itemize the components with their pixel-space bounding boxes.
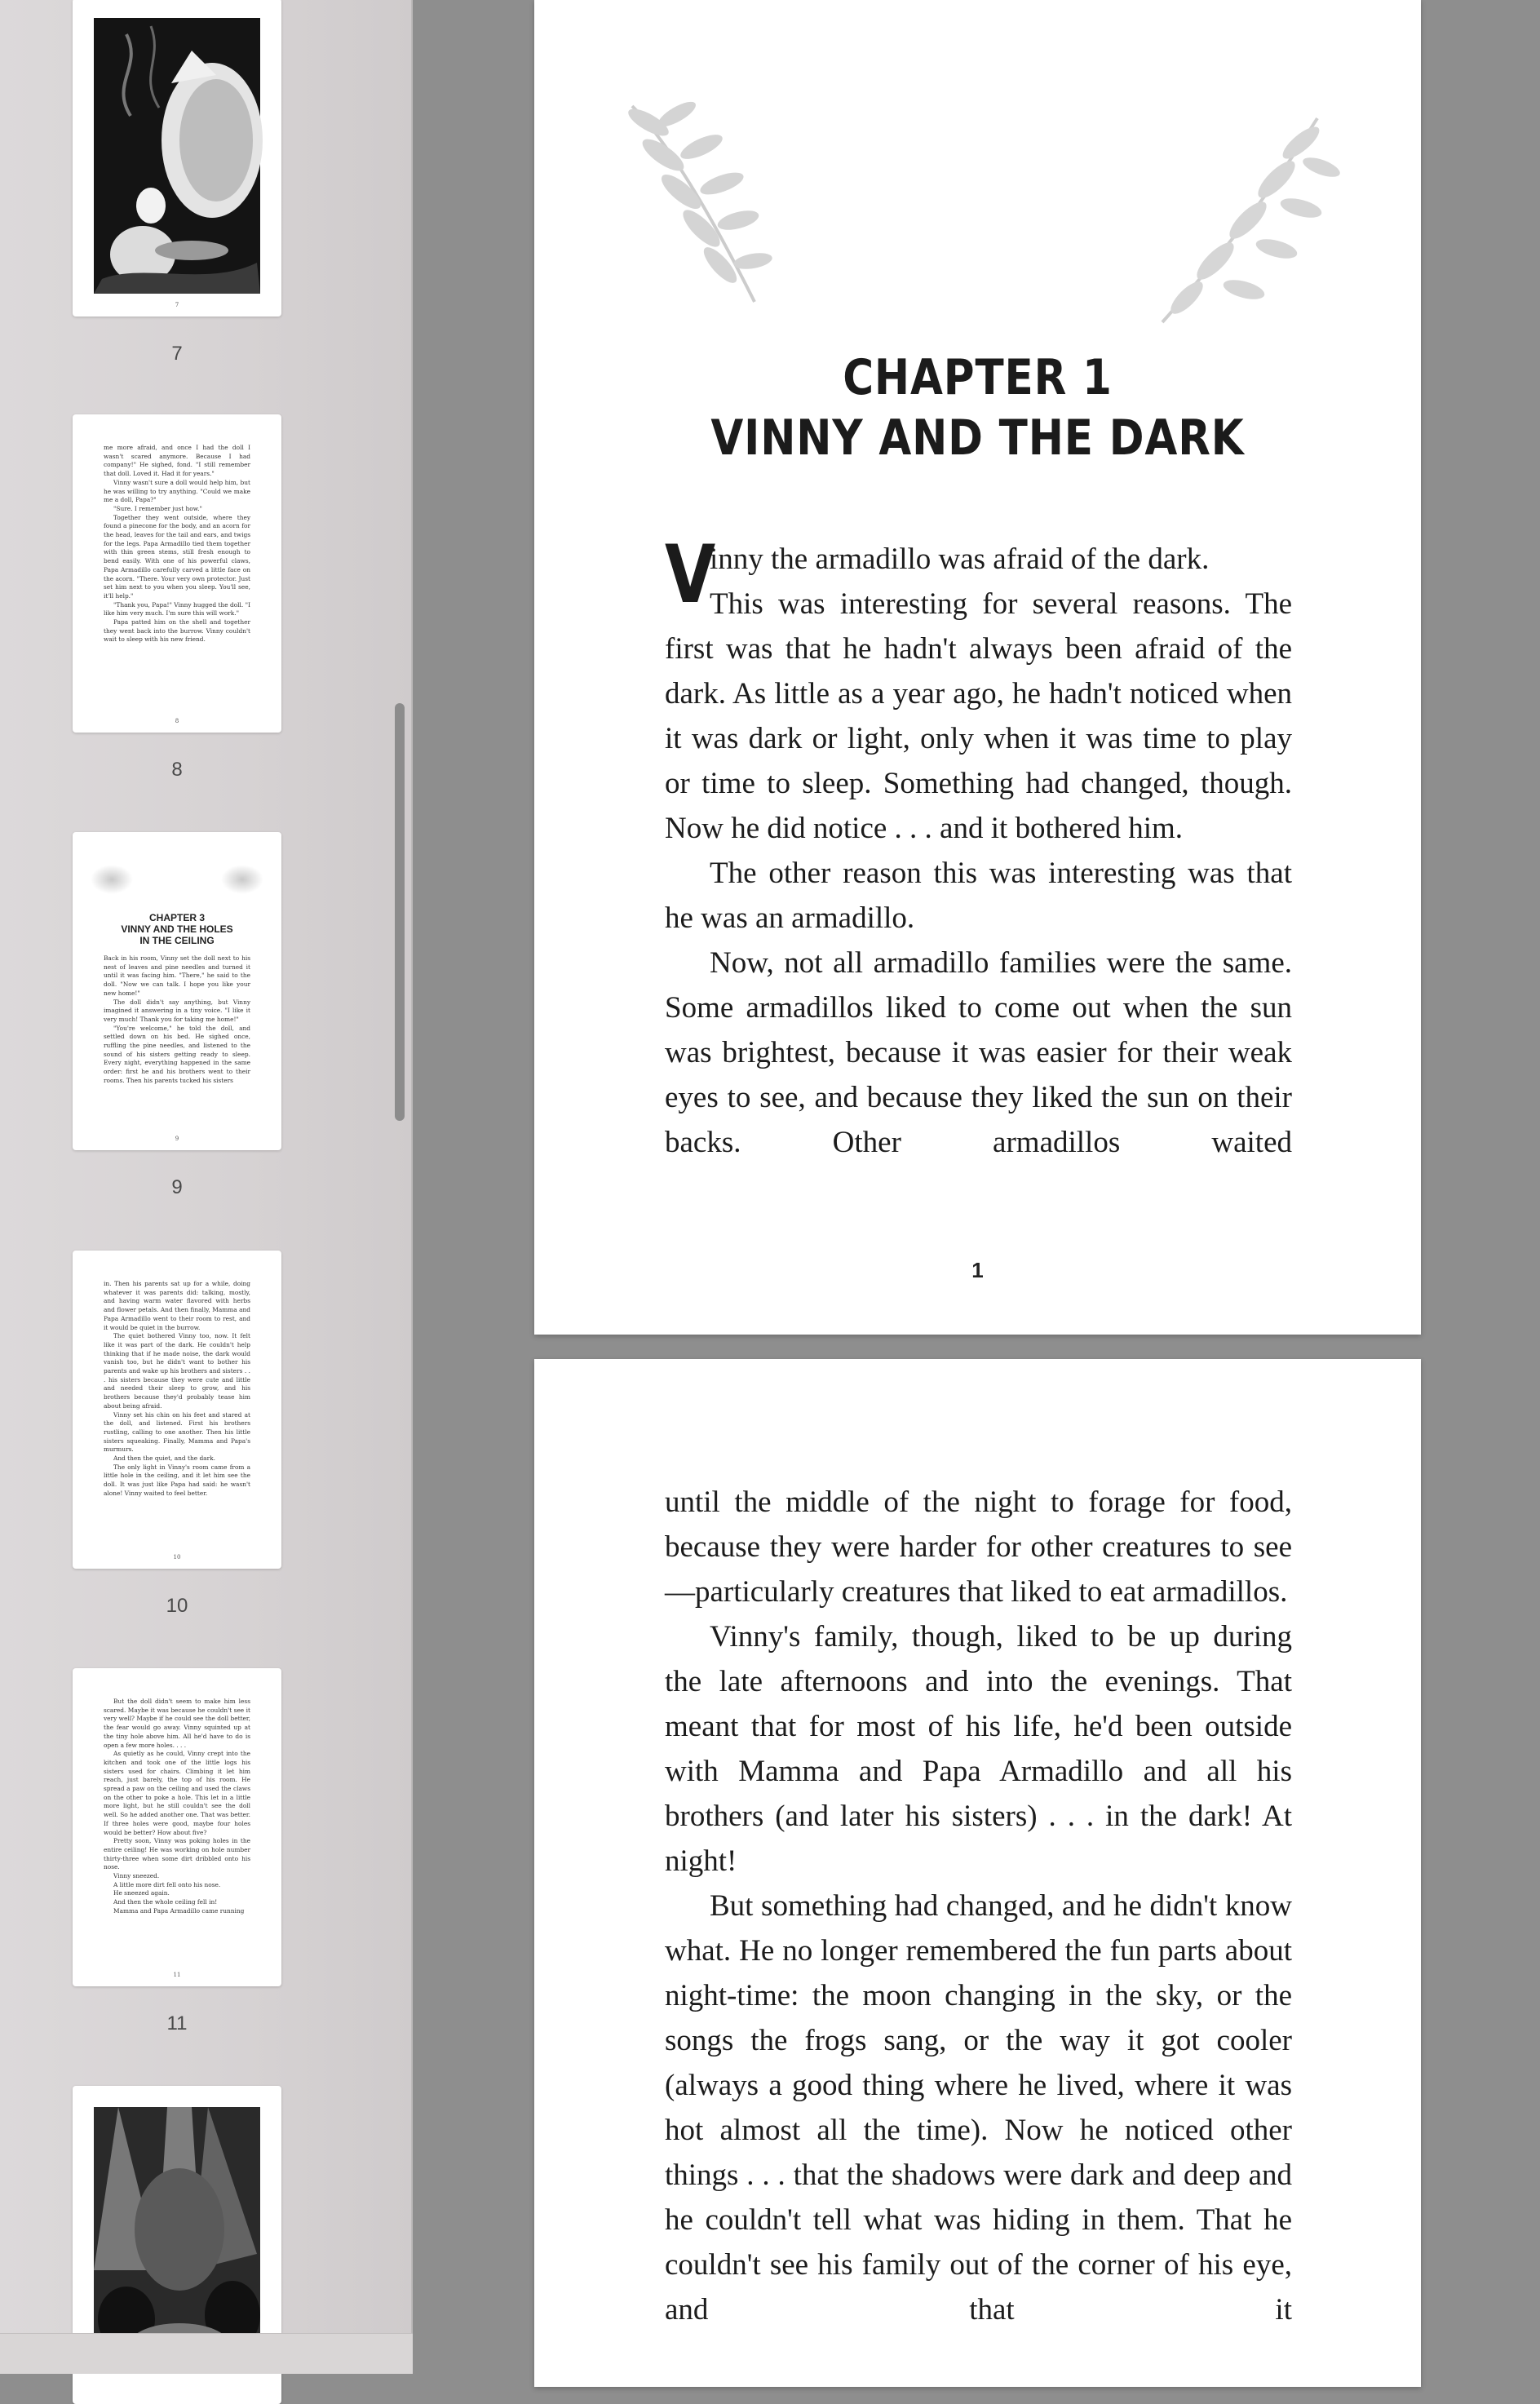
thumbnail-page-number: 10 bbox=[166, 1595, 188, 1617]
drop-cap: V bbox=[665, 529, 716, 622]
paragraph: The other reason this was interesting was that he was an armadillo. bbox=[665, 857, 1292, 935]
thumbnail-paragraph: He sneezed again. bbox=[113, 1889, 170, 1897]
thumbnail-paragraph: But the doll didn't seem to make him less scared. Maybe it was because he couldn't see it very well? Maybe if he could see the doll better, the fear would go away. Vinny squinted up at the tiny hole above him. All he'd have to do is open a few more holes. . . . bbox=[104, 1698, 250, 1749]
sidebar-footer bbox=[0, 2333, 413, 2374]
thumbnail-paragraph: me more afraid, and once I had the doll I wasn't scared anymore. Because I had company!" He sighed, fond. "I still remember that doll. Loved it. Had it for years." bbox=[104, 444, 250, 478]
thumbnail-folio: 7 bbox=[175, 302, 179, 308]
sidebar-footer-text bbox=[0, 2344, 1, 2365]
thumbnail-paragraph: The quiet bothered Vinny too, now. It felt like it was part of the dark. He couldn't help thinking that if he made noise, the dark would vanish too, but he didn't want to bother his parents and wake up his brothers and sisters . . . his sisters because they were cute and little and needed their sleep to grow, and his brothers because they'd probably tease him about being afraid. bbox=[104, 1332, 250, 1410]
fern-decoration bbox=[91, 865, 133, 894]
page-number: 1 bbox=[971, 1258, 984, 1282]
thumbnail-paragraph: Papa patted him on the shell and together they went back into the burrow. Vinny couldn't wait to sleep with his new friend. bbox=[104, 618, 250, 644]
thumbnail-chapter-label: CHAPTER 3 bbox=[148, 912, 205, 923]
document-page-1[interactable] bbox=[534, 0, 1421, 1335]
thumbnail-paragraph: Vinny wasn't sure a doll would help him, but he was willing to try anything. "Could we make me a doll, Papa?" bbox=[104, 478, 250, 504]
thumbnail-paragraph: A little more dirt fell onto his nose. bbox=[113, 1880, 221, 1888]
thumbnail-page-number: 7 bbox=[171, 343, 183, 365]
thumbnail-image[interactable] bbox=[73, 1251, 281, 1569]
paragraph: This was interesting for several reasons. The first was that he hadn't always been afraid of the dark. As little as a year ago, he hadn't noticed when it was dark or light, only when it was time to play or time to sleep. Something had changed, though. Now he did notice . . . and it bothered him. bbox=[665, 587, 1292, 845]
thumbnail-paragraph: The doll didn't say anything, but Vinny imagined it answering in a tiny voice. "I like it very much! Thank you for taking me home!" bbox=[104, 998, 250, 1023]
paragraph: Vinny's family, though, liked to be up during the late afternoons and into the evenings. That meant that for most of his life, he'd been outside with Mamma and Papa Armadillo and all his brothers (and later his sisters) . . . in the dark! At night! bbox=[665, 1620, 1292, 1878]
thumbnail-paragraph: The only light in Vinny's room came from a little hole in the ceiling, and it let him see the doll. It was just like Papa had said: he wasn't alone! Vinny waited to feel better. bbox=[104, 1463, 250, 1497]
illustration-armadillo-tea bbox=[94, 18, 260, 294]
thumbnail-paragraph: "Thank you, Papa!" Vinny hugged the doll. "I like him very much. I'm sure this will work." bbox=[104, 600, 250, 618]
thumbnail-text bbox=[104, 1280, 250, 1541]
thumbnail-folio: 8 bbox=[175, 718, 179, 724]
thumbnail-paragraph: "You're welcome," he told the doll, and settled down on his bed. He sighed once, ruffling the pine needles, and listened to the sound of his sisters getting ready to sleep. Every night, everything happened in the same order: first he and his brothers went to their rooms. Then his parents tucked his sisters bbox=[104, 1024, 250, 1084]
thumbnail-page-number: 9 bbox=[171, 1176, 183, 1198]
thumbnail-paragraph: Together they went outside, where they found a pinecone for the body, and an acorn for the head, leaves for the tail and ears, and twigs for the legs. Papa Armadillo tied them together with thin green stems, still fresh enough to bend easily. With one of his powerful claws, Papa Armadillo carefully carved a little face on the acorn. "There. Your very own protector. Just set him next to you when you sleep. You'll see, it'll help." bbox=[104, 513, 250, 600]
thumbnail-paragraph: Pretty soon, Vinny was poking holes in the entire ceiling! He was working on hole number thirty-three when some dirt dribbled onto his nose. bbox=[104, 1837, 250, 1871]
thumbnail-paragraph: "Sure. I remember just how." bbox=[113, 504, 202, 512]
thumbnail-chapter-title: IN THE CEILING bbox=[139, 935, 215, 946]
thumbnail-paragraph: As quietly as he could, Vinny crept into the kitchen and took one of the little logs his sisters used for chairs. Climbing it let him reach, just barely, the top of his room. He spread a paw on the ceiling and used the claws on the other to poke a hole. This let in a little more light, but he still couldn't see the doll well. So he added another one. That was better. If three holes were good, maybe four holes would be better? How about five? bbox=[104, 1750, 250, 1836]
thumbnail-folio: 11 bbox=[173, 1972, 181, 1978]
fern-decoration-right bbox=[1138, 102, 1334, 339]
thumbnail-folio: 9 bbox=[175, 1136, 179, 1142]
thumbnail-paragraph: in. Then his parents sat up for a while, doing whatever it was parents did: talking, mostly, and having warm water flavored with herbs and flower petals. And then finally, Mamma and Papa Armadillo went to their room to rest, and it would be quiet in the burrow. bbox=[104, 1280, 250, 1331]
page-body-text bbox=[665, 529, 1292, 1165]
thumbnail-image[interactable] bbox=[73, 832, 281, 1150]
thumbnail-sidebar[interactable] bbox=[0, 0, 413, 2374]
paragraph: until the middle of the night to forage for food, because they were harder for other creatures to see—particularly creatures that liked to eat armadillos. bbox=[665, 1485, 1292, 1609]
chapter-label: CHAPTER 1 bbox=[843, 349, 1113, 406]
thumbnail-paragraph: Mamma and Papa Armadillo came running bbox=[113, 1906, 245, 1915]
thumbnail-paragraph: Vinny sneezed. bbox=[113, 1872, 160, 1880]
thumbnail-page-number: 11 bbox=[166, 2012, 188, 2034]
fern-decoration bbox=[221, 865, 263, 894]
thumbnail-image[interactable] bbox=[73, 414, 281, 733]
thumbnail-paragraph: Back in his room, Vinny set the doll next to his nest of leaves and pine needles and turned it until it was facing him. "There," he said to the doll. "Now we can talk. I hope you like your new home!" bbox=[104, 954, 250, 997]
fern-decoration-left bbox=[616, 90, 779, 318]
sidebar-scrollbar[interactable] bbox=[395, 703, 405, 1121]
thumbnail-chapter-title: VINNY AND THE HOLES bbox=[121, 923, 233, 935]
thumbnail-paragraph: And then the quiet, and the dark. bbox=[113, 1454, 215, 1463]
chapter-title: VINNY AND THE DARK bbox=[710, 410, 1245, 467]
thumbnail-page-number: 8 bbox=[171, 759, 183, 781]
thumbnail-folio: 10 bbox=[173, 1554, 181, 1561]
page-body-text bbox=[665, 1480, 1292, 2332]
thumbnail-paragraph: Vinny set his chin on his feet and stared at the doll, and listened. First his brothers rustling, calling to one another. Then his little sisters squeaking. Finally, Mamma and Papa's murmurs. bbox=[104, 1410, 250, 1454]
opening-line-text: inny the armadillo was afraid of the dark. bbox=[710, 542, 1210, 576]
paragraph: Now, not all armadillo families were the same. Some armadillos liked to come out when the sun was brightest, because it was easier for their weak eyes to see, and because they liked the sun on their backs. Other armadillos waited bbox=[665, 946, 1292, 1159]
illustration-armadillos-forest bbox=[94, 2107, 260, 2368]
thumbnail-text bbox=[104, 912, 250, 1124]
thumbnail-text bbox=[104, 1698, 250, 1955]
thumbnail-image[interactable] bbox=[73, 1668, 281, 1986]
opening-paragraph bbox=[665, 529, 1292, 622]
paragraph: But something had changed, and he didn't know what. He no longer remembered the fun parts about night-time: the moon changing in the sky, or the songs the frogs sang, or the way it got cooler (always a good thing where he lived, where it was hot almost all the time). Now he noticed other things . . . that the shadows were dark and deep and he couldn't tell what was hiding in them. That he couldn't see his family out of the corner of his eye, and that it bbox=[665, 1889, 1292, 2327]
thumbnail-image[interactable] bbox=[73, 0, 281, 317]
document-page-2[interactable] bbox=[534, 1359, 1421, 2387]
thumbnail-text bbox=[104, 444, 250, 697]
thumbnail-paragraph: And then the whole ceiling fell in! bbox=[113, 1898, 218, 1906]
